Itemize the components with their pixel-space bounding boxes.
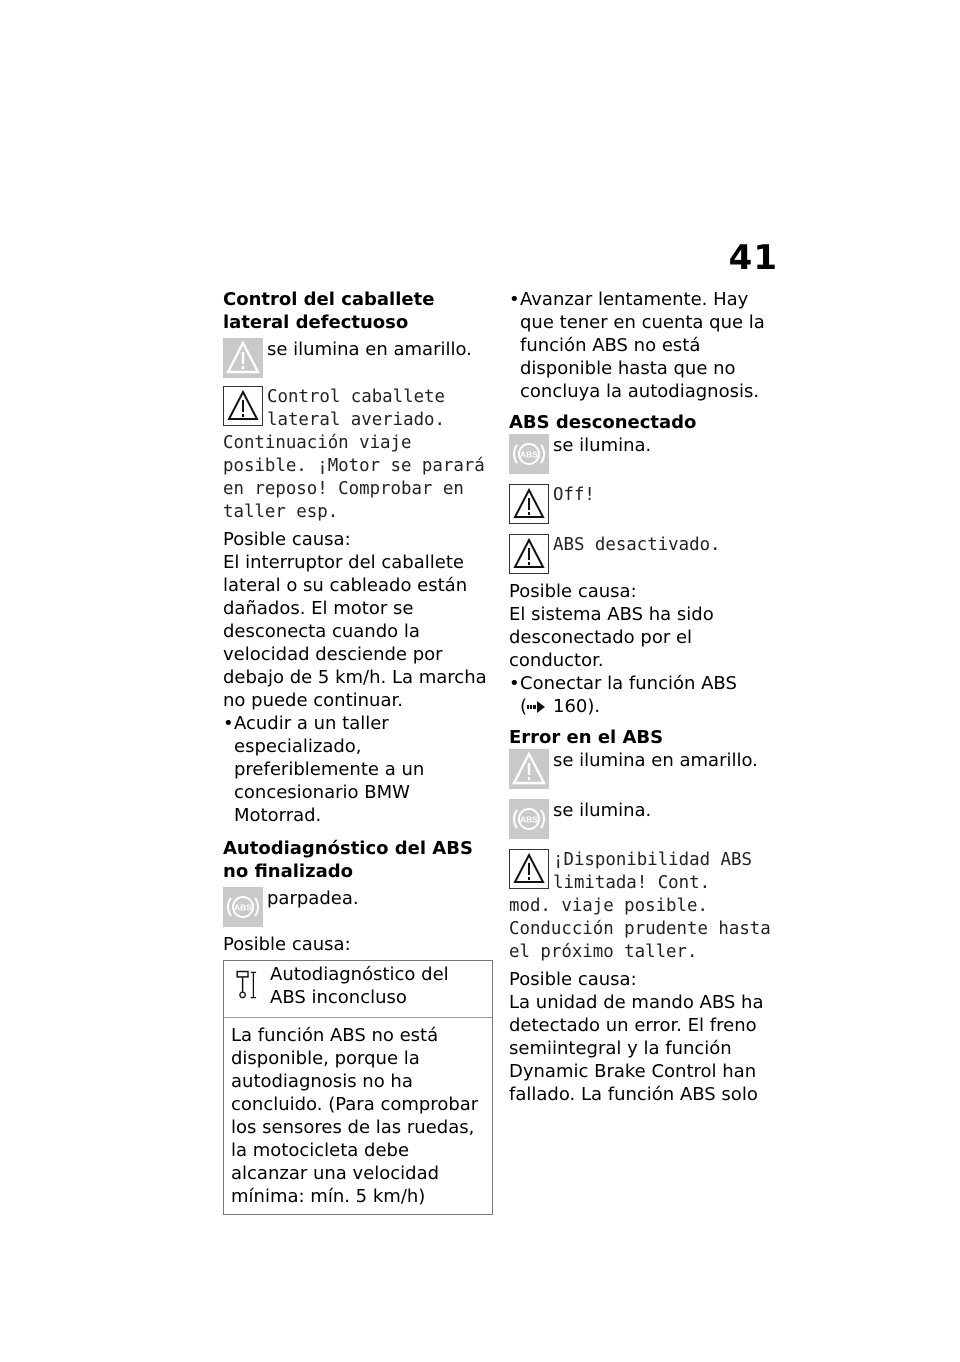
warning-triangle-icon (509, 849, 549, 889)
abs-error-cause-text: La unidad de mando ABS ha detectado un error. El freno semiintegral y la función Dynamic Brake Control han fallado. La función ABS solo (509, 992, 764, 1105)
sidestand-display-message-first: Control caballete lateral averiado. (267, 387, 445, 430)
sidestand-display-message-rest: Continuación viaje posible. ¡Motor se parará en reposo! Comprobar en taller esp. (223, 433, 485, 522)
warning-light-icon (509, 749, 549, 789)
abs-error-indicator2-row (509, 799, 781, 839)
info-box-header (224, 961, 492, 1018)
ride-slowly-bullet (509, 288, 781, 403)
page-reference-arrow-icon (527, 700, 547, 714)
abs-off-message2-row (509, 534, 781, 574)
abs-off-message2: ABS desactivado. (553, 535, 721, 555)
abs-error-indicator1-text: se ilumina en amarillo. (553, 750, 758, 771)
abs-light-icon (509, 799, 549, 839)
page-reference-number: 160). (553, 696, 601, 717)
warning-triangle-icon (509, 484, 549, 524)
abs-on-text: Conectar la función ABS (520, 673, 737, 694)
section-title-abs-selfdiag: Autodiagnóstico del ABS no finalizado (223, 838, 473, 882)
sidestand-indicator-row (223, 338, 493, 378)
abs-error-indicator1-row (509, 749, 781, 789)
abs-error-message-first: ¡Disponibilidad ABS limitada! Cont. (553, 850, 752, 893)
ride-slowly-text: Avanzar lentamente. Hay que tener en cuenta que la función ABS no está disponible hasta que no concluya la autodiagnosis. (520, 289, 765, 402)
sidestand-display-message-row (223, 386, 493, 432)
abs-light-icon (509, 434, 549, 474)
section-title-abs-off: ABS desconectado (509, 412, 697, 433)
sidestand-action-text: Acudir a un taller especializado, preferiblemente a un concesionario BMW Motorrad. (234, 713, 425, 826)
abs-on-bullet (509, 672, 781, 695)
warning-light-icon (223, 338, 263, 378)
abs-error-message-row (509, 849, 781, 895)
bullet-dot: • (223, 713, 234, 734)
info-box-title: Autodiagnóstico del ABS inconcluso (270, 964, 449, 1008)
abs-light-icon (223, 887, 263, 927)
abs-off-message1-row (509, 484, 781, 524)
abs-error-indicator2-text: se ilumina. (553, 800, 652, 821)
abs-off-cause-text: El sistema ABS ha sido desconectado por el conductor. (509, 604, 714, 671)
sidestand-cause-label: Posible causa: (223, 529, 351, 550)
left-column (223, 288, 493, 1215)
section-title-sidestand: Control del caballete lateral defectuoso (223, 289, 435, 333)
section-title-abs-error: Error en el ABS (509, 727, 664, 748)
abs-off-message1: Off! (553, 485, 595, 505)
abs-off-cause-label: Posible causa: (509, 581, 637, 602)
sidestand-indicator-text: se ilumina en amarillo. (267, 339, 472, 360)
dipstick-measure-icon (230, 967, 266, 1003)
page-number: 41 (728, 238, 778, 278)
sidestand-action-bullet (223, 712, 493, 827)
info-box-body (224, 1018, 492, 1214)
info-box (223, 960, 493, 1215)
abs-selfdiag-cause-label: Posible causa: (223, 934, 351, 955)
abs-error-message-rest: mod. viaje posible. Conducción prudente hasta el próximo taller. (509, 896, 771, 962)
abs-off-indicator-row (509, 434, 781, 474)
abs-selfdiag-indicator-text: parpadea. (267, 888, 359, 909)
warning-triangle-icon (223, 386, 263, 426)
sidestand-cause-text: El interruptor del caballete lateral o su cableado están dañados. El motor se desconecta cuando la velocidad desciende por debajo de 5 km/h. La marcha no puede continuar. (223, 552, 487, 711)
info-box-text: La función ABS no está disponible, porque la autodiagnosis no ha concluido. (Para comprobar los sensores de las ruedas, la motocicleta debe alcanzar una velocidad mínima: mín. 5 km/h) (231, 1025, 479, 1207)
abs-selfdiag-indicator-row (223, 887, 493, 927)
svg-text:ABS: ABS (520, 814, 538, 825)
svg-text:ABS: ABS (234, 902, 252, 913)
right-column (509, 288, 781, 1106)
bullet-dot: • (509, 289, 520, 310)
page-reference: ( 160). (520, 696, 601, 717)
bullet-dot: • (509, 673, 520, 694)
abs-off-indicator-text: se ilumina. (553, 435, 652, 456)
warning-triangle-icon (509, 534, 549, 574)
svg-text:ABS: ABS (520, 449, 538, 460)
abs-error-cause-label: Posible causa: (509, 969, 637, 990)
